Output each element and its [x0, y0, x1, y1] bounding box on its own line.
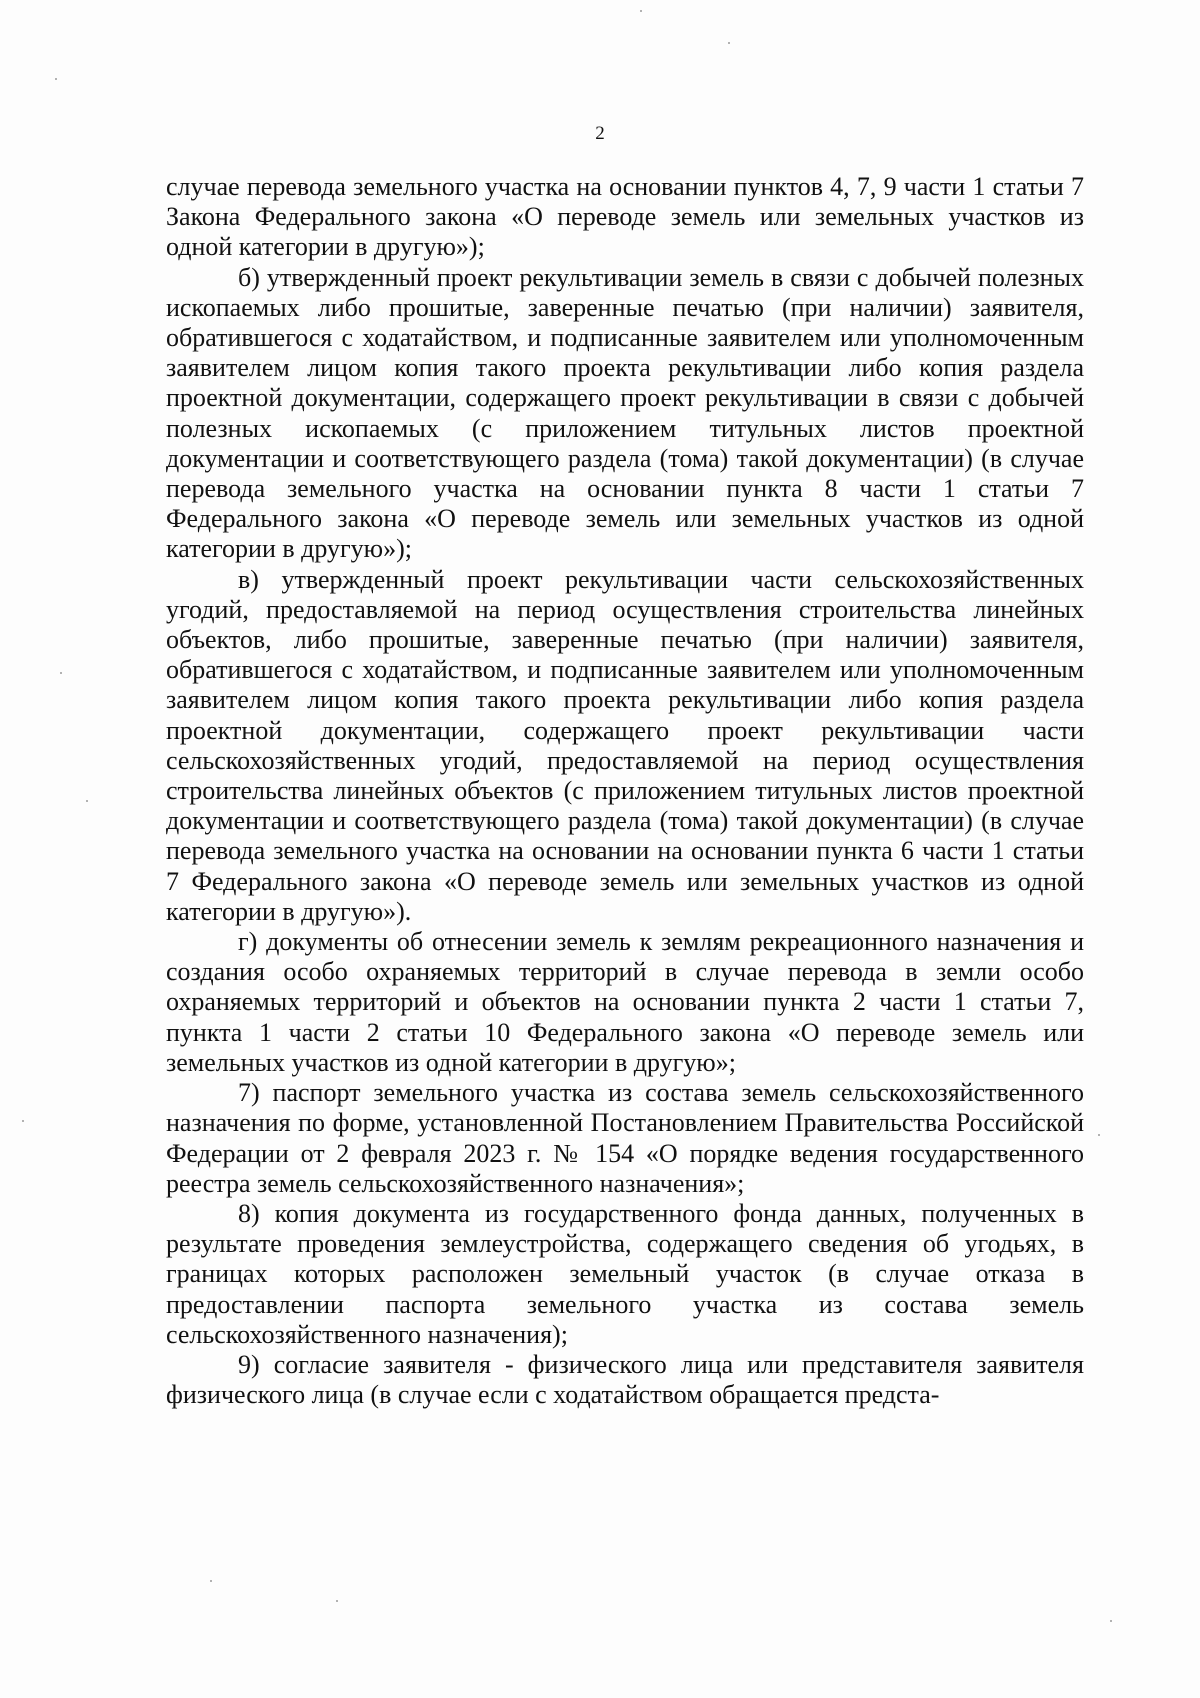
- scan-speck: [1110, 1620, 1112, 1622]
- scan-speck: [728, 42, 730, 44]
- paragraph-item-8: 8) копия документа из государственного фонда данных, полученных в результате проведения землеустройства, содержащего сведения об угодьях, в границах которых расположен земельный участок (в случае отказа в предоставлении паспорта земельного участка из состава земель сельскохозяйственного назначения);: [166, 1198, 1084, 1349]
- document-body: [166, 172, 1084, 1410]
- paragraph-item-7: 7) паспорт земельного участка из состава земель сельскохозяйственного назначения по форме, установленной Постановлением Правительства Российской Федерации от 2 февраля 2023 г. № 154 «О порядке ведения государственного реестра земель сельскохозяйственного назначения»;: [166, 1078, 1084, 1198]
- paragraph-continuation: случае перевода земельного участка на основании пунктов 4, 7, 9 части 1 статьи 7 Закона Федерального закона «О переводе земель или земельных участков из одной категории в другую»);: [166, 172, 1084, 262]
- scan-speck: [640, 10, 642, 12]
- paragraph-item-b: б) утвержденный проект рекультивации земель в связи с добычей полезных ископаемых либо прошитые, заверенные печатью (при наличии) заявителя, обратившегося с ходатайством, и подписанные заявителем или уполномоченным заявителем лицом копия такого проекта рекультивации либо копия раздела проектной документации, содержащего проект рекультивации в связи с добычей полезных ископаемых (с приложением титульных листов проектной документации и соответствующего раздела (тома) такой документации) (в случае перевода земельного участка на основании пункта 8 части 1 статьи 7 Федерального закона «О переводе земель или земельных участков из одной категории в другую»);: [166, 262, 1084, 564]
- paragraph-item-v: в) утвержденный проект рекультивации части сельскохозяйственных угодий, предоставляемой на период осуществления строительства линейных объектов, либо прошитые, заверенные печатью (при наличии) заявителя, обратившегося с ходатайством, и подписанные заявителем или уполномоченным заявителем лицом копия такого проекта рекультивации либо копия раздела проектной документации, содержащего проект рекультивации части сельскохозяйственных угодий, предоставляемой на период осуществления строительства линейных объектов (с приложением титульных листов проектной документации и соответствующего раздела (тома) такой документации) (в случае перевода земельного участка на основании на основании пункта 6 части 1 статьи 7 Федерального закона «О переводе земель или земельных участков из одной категории в другую»).: [166, 564, 1084, 926]
- scan-speck: [60, 672, 62, 674]
- scan-speck: [55, 78, 57, 80]
- page-number: 2: [595, 123, 605, 144]
- scan-speck: [1098, 1134, 1100, 1136]
- paragraph-item-g: г) документы об отнесении земель к землям рекреационного назначения и создания особо охраняемых территорий в случае перевода в земли особо охраняемых территорий и объектов на основании пункта 2 части 1 статьи 7, пункта 1 части 2 статьи 10 Федерального закона «О переводе земель или земельных участков из одной категории в другую»;: [166, 927, 1084, 1077]
- scan-speck: [210, 1580, 212, 1582]
- scan-speck: [336, 1600, 338, 1602]
- scan-speck: [86, 800, 88, 802]
- scan-speck: [22, 1120, 24, 1122]
- paragraph-item-9: 9) согласие заявителя - физического лица или представителя заявителя физического лица (в случае если с ходатайством обращается предста-: [166, 1349, 1084, 1410]
